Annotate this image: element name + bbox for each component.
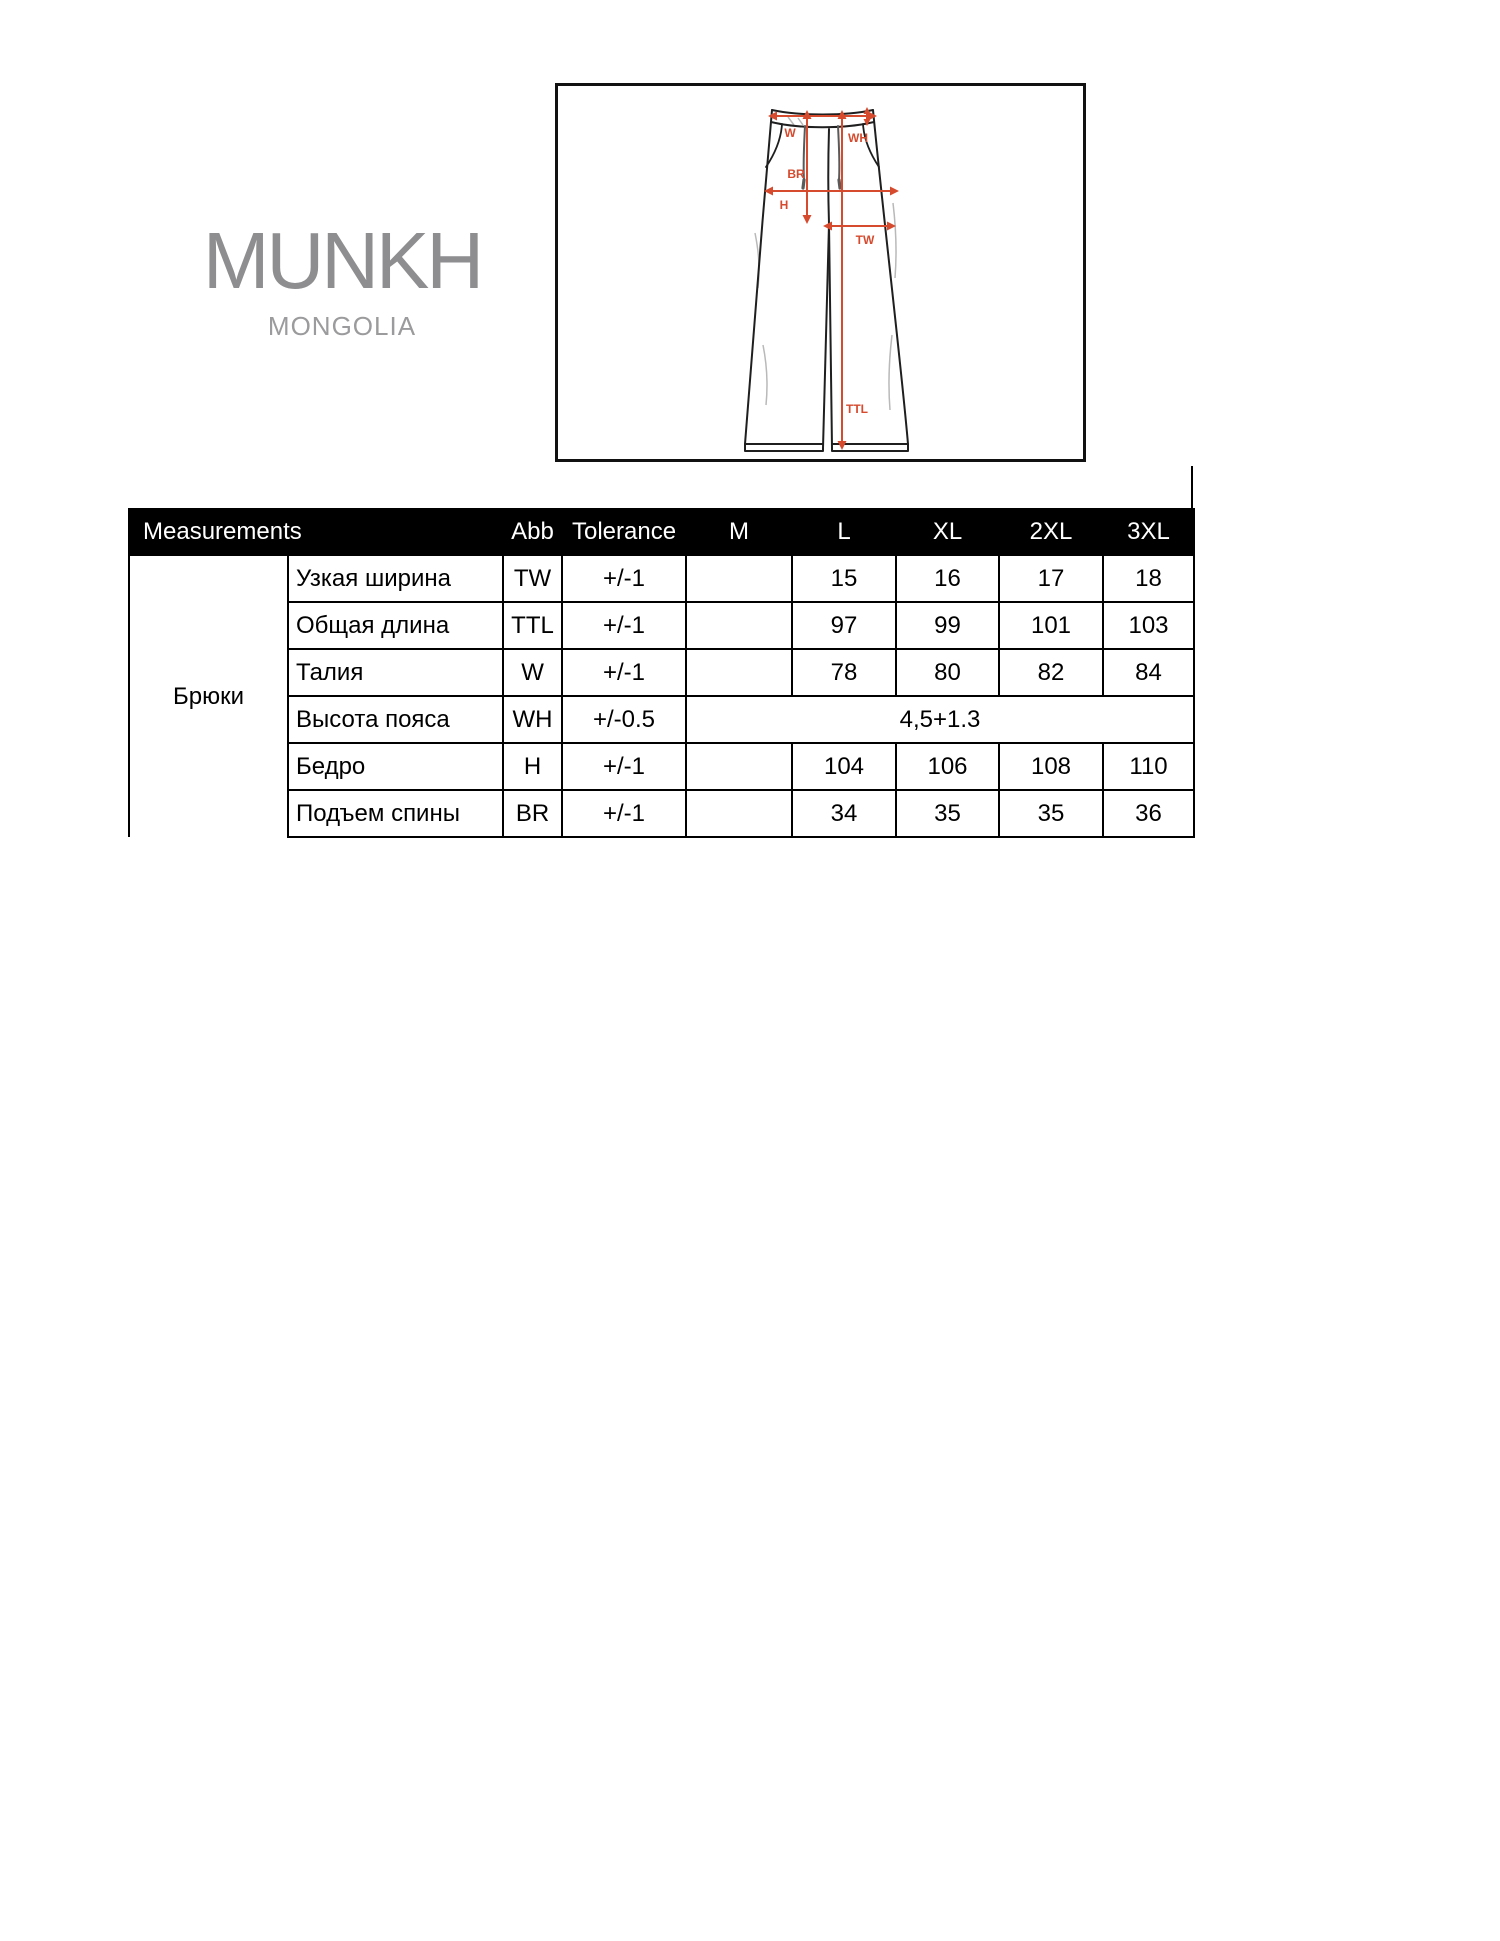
cell-2xl: 108 [999, 743, 1103, 790]
center-front-seam [828, 129, 829, 224]
cell-2xl: 35 [999, 790, 1103, 837]
cell-abb: W [503, 649, 562, 696]
brand-subtitle: MONGOLIA [267, 311, 417, 341]
measure-label-br: BR [787, 167, 805, 181]
header-abb: Abb [503, 509, 562, 555]
measure-label-ttl: TTL [846, 402, 868, 416]
diagram-border [557, 85, 1085, 461]
cell-xl: 16 [896, 555, 999, 602]
cell-name: Подъем спины [288, 790, 503, 837]
cell-3xl: 36 [1103, 790, 1194, 837]
header-measurements: Measurements [129, 509, 503, 555]
cell-3xl: 18 [1103, 555, 1194, 602]
cell-tolerance: +/-1 [562, 649, 686, 696]
cell-name: Узкая ширина [288, 555, 503, 602]
cell-abb: H [503, 743, 562, 790]
header-size-m: M [686, 509, 792, 555]
cell-l: 15 [792, 555, 896, 602]
cell-name: Бедро [288, 743, 503, 790]
garment-diagram-frame [555, 83, 1086, 462]
header-tolerance: Tolerance [562, 509, 686, 555]
brand-logo [200, 213, 484, 341]
table-row [129, 790, 1194, 837]
header-size-3xl: 3XL [1103, 509, 1194, 555]
cell-tolerance: +/-1 [562, 790, 686, 837]
cell-abb: BR [503, 790, 562, 837]
cell-3xl: 110 [1103, 743, 1194, 790]
table-header-row [129, 509, 1194, 555]
category-cell: Брюки [129, 555, 288, 837]
cell-m [686, 602, 792, 649]
cell-abb: TTL [503, 602, 562, 649]
cell-l: 97 [792, 602, 896, 649]
cell-name: Общая длина [288, 602, 503, 649]
brand-name: MUNKH [202, 216, 482, 305]
cell-2xl: 101 [999, 602, 1103, 649]
header-size-xl: XL [896, 509, 999, 555]
cell-l: 78 [792, 649, 896, 696]
cell-tolerance: +/-0.5 [562, 696, 686, 743]
pants-technical-drawing [555, 83, 1086, 462]
measure-label-w: W [784, 126, 796, 140]
measure-label-wh: WH [848, 131, 868, 145]
cell-abb: WH [503, 696, 562, 743]
cell-xl: 99 [896, 602, 999, 649]
cell-xl: 80 [896, 649, 999, 696]
table-row [129, 602, 1194, 649]
cell-merged-value: 4,5+1.3 [686, 696, 1194, 743]
header-size-2xl: 2XL [999, 509, 1103, 555]
cell-l: 34 [792, 790, 896, 837]
cell-tolerance: +/-1 [562, 602, 686, 649]
table-row [129, 696, 1194, 743]
cell-xl: 106 [896, 743, 999, 790]
cell-3xl: 84 [1103, 649, 1194, 696]
measure-label-h: H [779, 198, 789, 212]
cell-name: Высота пояса [288, 696, 503, 743]
cell-m [686, 790, 792, 837]
cell-3xl: 103 [1103, 602, 1194, 649]
header-size-l: L [792, 509, 896, 555]
cell-abb: TW [503, 555, 562, 602]
table-row [129, 555, 1194, 602]
cell-2xl: 17 [999, 555, 1103, 602]
table-row [129, 649, 1194, 696]
table-row [129, 743, 1194, 790]
cell-m [686, 743, 792, 790]
table-right-border-extension [1191, 466, 1193, 510]
cell-l: 104 [792, 743, 896, 790]
cell-2xl: 82 [999, 649, 1103, 696]
cell-tolerance: +/-1 [562, 555, 686, 602]
cell-xl: 35 [896, 790, 999, 837]
cell-name: Талия [288, 649, 503, 696]
cell-m [686, 649, 792, 696]
measure-label-tw: TW [855, 233, 875, 247]
measurements-table [128, 508, 1195, 838]
cell-tolerance: +/-1 [562, 743, 686, 790]
cell-m [686, 555, 792, 602]
